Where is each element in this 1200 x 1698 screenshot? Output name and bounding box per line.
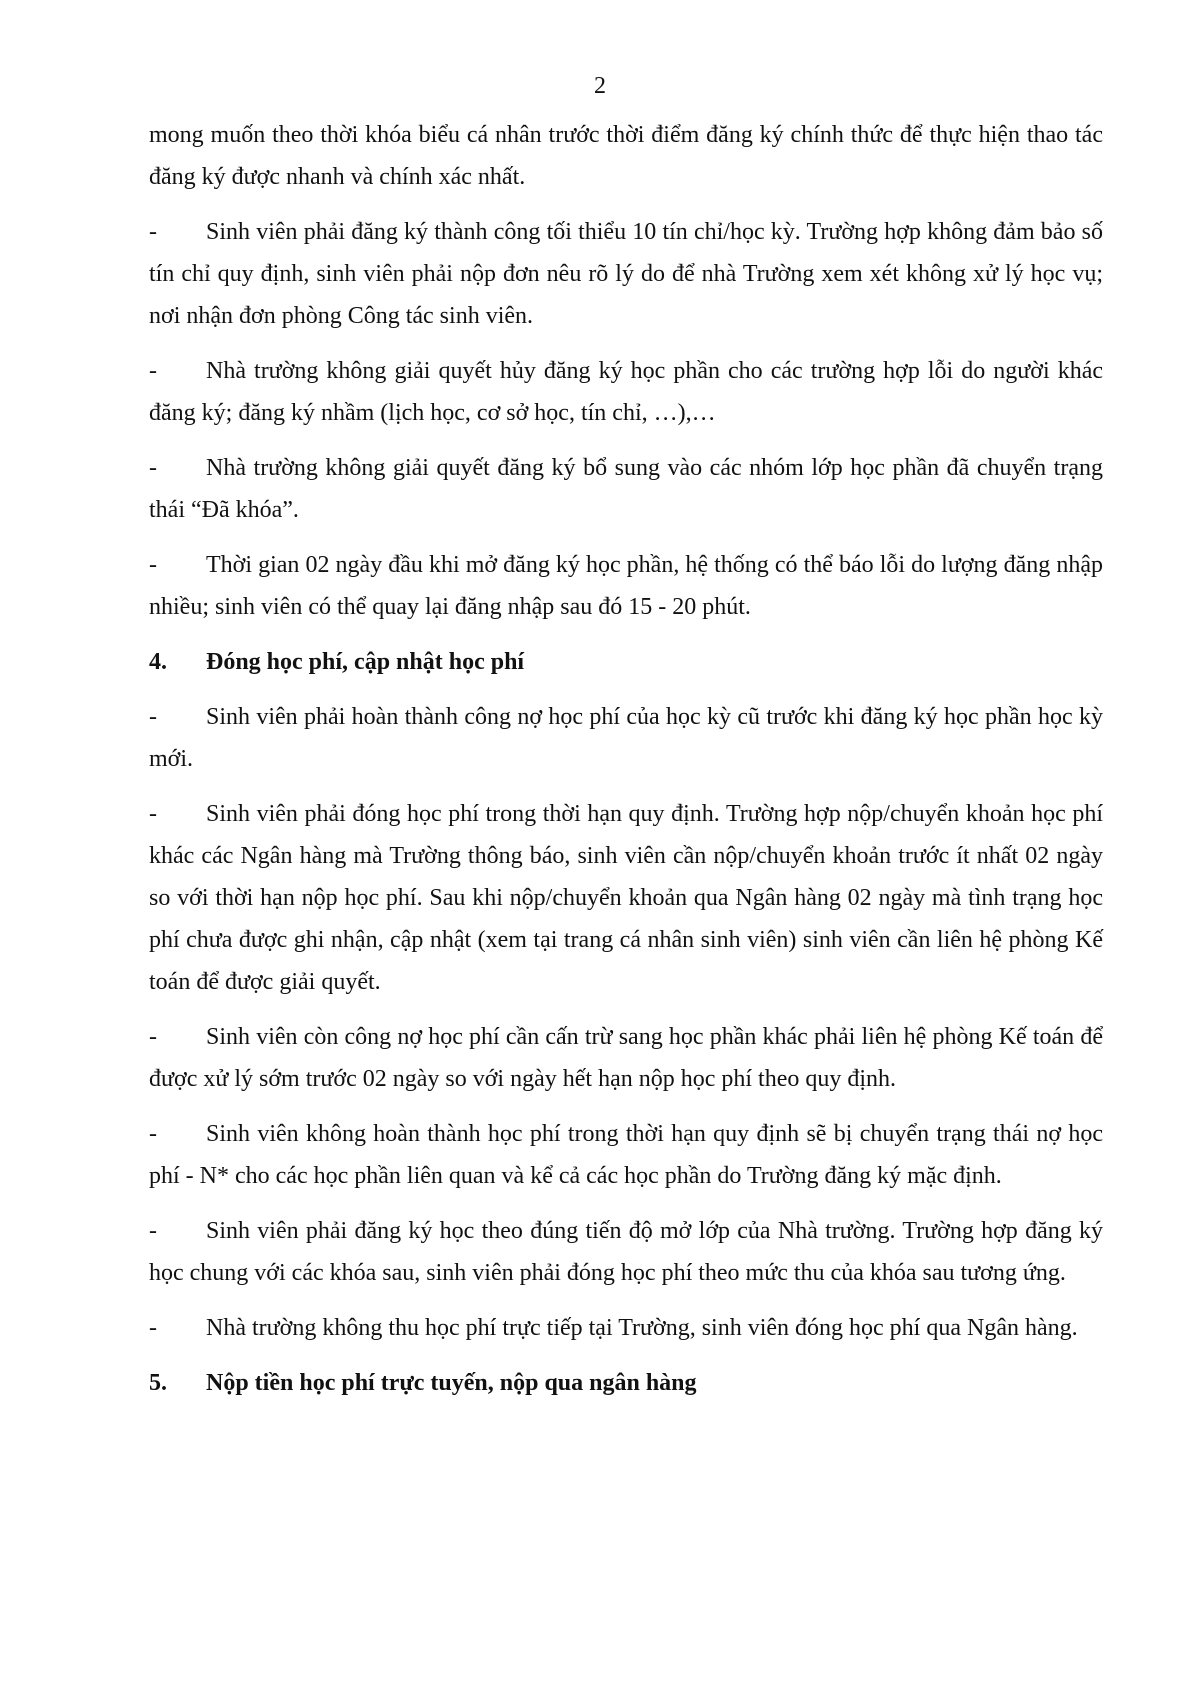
section-5-title: Nộp tiền học phí trực tuyến, nộp qua ngân hàng [206, 1370, 697, 1396]
list-item [149, 1016, 1103, 1100]
list-item-text: Sinh viên còn công nợ học phí cần cấn trừ sang học phần khác phải liên hệ phòng Kế toán để được xử lý sớm trước 02 ngày so với ngày hết hạn nộp học phí theo quy định. [149, 1024, 1103, 1092]
list-item [149, 1307, 1103, 1349]
bullet-dash: - [149, 552, 157, 578]
bullet-dash: - [149, 1121, 157, 1147]
page-number: 2 [594, 73, 606, 99]
list-item [149, 793, 1103, 1003]
bullet-dash: - [149, 1024, 157, 1050]
bullet-dash: - [149, 1218, 157, 1244]
list-item [149, 1210, 1103, 1294]
section-4-number: 4. [149, 649, 167, 675]
list-item [149, 350, 1103, 434]
list-item-text: Sinh viên phải hoàn thành công nợ học phí của học kỳ cũ trước khi đăng ký học phần học kỳ mới. [149, 704, 1103, 772]
list-item-text: Sinh viên phải đóng học phí trong thời hạn quy định. Trường hợp nộp/chuyển khoản học phí khác các Ngân hàng mà Trường thông báo, sinh viên cần nộp/chuyển khoản trước ít nhất 02 ngày so với thời hạn nộp học phí. Sau khi nộp/chuyển khoản qua Ngân hàng 02 ngày mà tình trạng học phí chưa được ghi nhận, cập nhật (xem tại trang cá nhân sinh viên) sinh viên cần liên hệ phòng Kế toán để được giải quyết. [149, 801, 1103, 995]
bullet-dash: - [149, 219, 157, 245]
list-item-text: Sinh viên phải đăng ký học theo đúng tiến độ mở lớp của Nhà trường. Trường hợp đăng ký học chung với các khóa sau, sinh viên phải đóng học phí theo mức thu của khóa sau tương ứng. [149, 1218, 1103, 1286]
section-5-number: 5. [149, 1370, 167, 1396]
bullet-dash: - [149, 1315, 157, 1341]
section-3-bullet-list [149, 211, 1103, 628]
bullet-dash: - [149, 801, 157, 827]
list-item-text: Nhà trường không giải quyết đăng ký bổ sung vào các nhóm lớp học phần đã chuyển trạng thái “Đã khóa”. [149, 455, 1103, 523]
bullet-dash: - [149, 358, 157, 384]
document-body [149, 114, 1103, 1417]
list-item-text: Nhà trường không giải quyết hủy đăng ký học phần cho các trường hợp lỗi do người khác đăng ký; đăng ký nhầm (lịch học, cơ sở học, tín chỉ, …),… [149, 358, 1103, 426]
list-item [149, 544, 1103, 628]
section-4-bullet-list [149, 696, 1103, 1349]
list-item-text: Nhà trường không thu học phí trực tiếp tại Trường, sinh viên đóng học phí qua Ngân hàng. [206, 1315, 1078, 1341]
list-item [149, 211, 1103, 337]
section-4-heading [149, 641, 1103, 683]
bullet-dash: - [149, 455, 157, 481]
list-item [149, 696, 1103, 780]
list-item [149, 447, 1103, 531]
list-item [149, 1113, 1103, 1197]
section-4-title: Đóng học phí, cập nhật học phí [206, 649, 525, 675]
list-item-text: Sinh viên không hoàn thành học phí trong thời hạn quy định sẽ bị chuyển trạng thái nợ học phí - N* cho các học phần liên quan và kể cả các học phần do Trường đăng ký mặc định. [149, 1121, 1103, 1189]
list-item-text: Thời gian 02 ngày đầu khi mở đăng ký học phần, hệ thống có thể báo lỗi do lượng đăng nhập nhiều; sinh viên có thể quay lại đăng nhập sau đó 15 - 20 phút. [149, 552, 1103, 620]
bullet-dash: - [149, 704, 157, 730]
section-5-heading [149, 1362, 1103, 1404]
list-item-text: Sinh viên phải đăng ký thành công tối thiểu 10 tín chỉ/học kỳ. Trường hợp không đảm bảo số tín chỉ quy định, sinh viên phải nộp đơn nêu rõ lý do để nhà Trường xem xét không xử lý học vụ; nơi nhận đơn phòng Công tác sinh viên. [149, 219, 1103, 329]
intro-paragraph: mong muốn theo thời khóa biểu cá nhân trước thời điểm đăng ký chính thức để thực hiện thao tác đăng ký được nhanh và chính xác nhất. [149, 122, 1103, 190]
